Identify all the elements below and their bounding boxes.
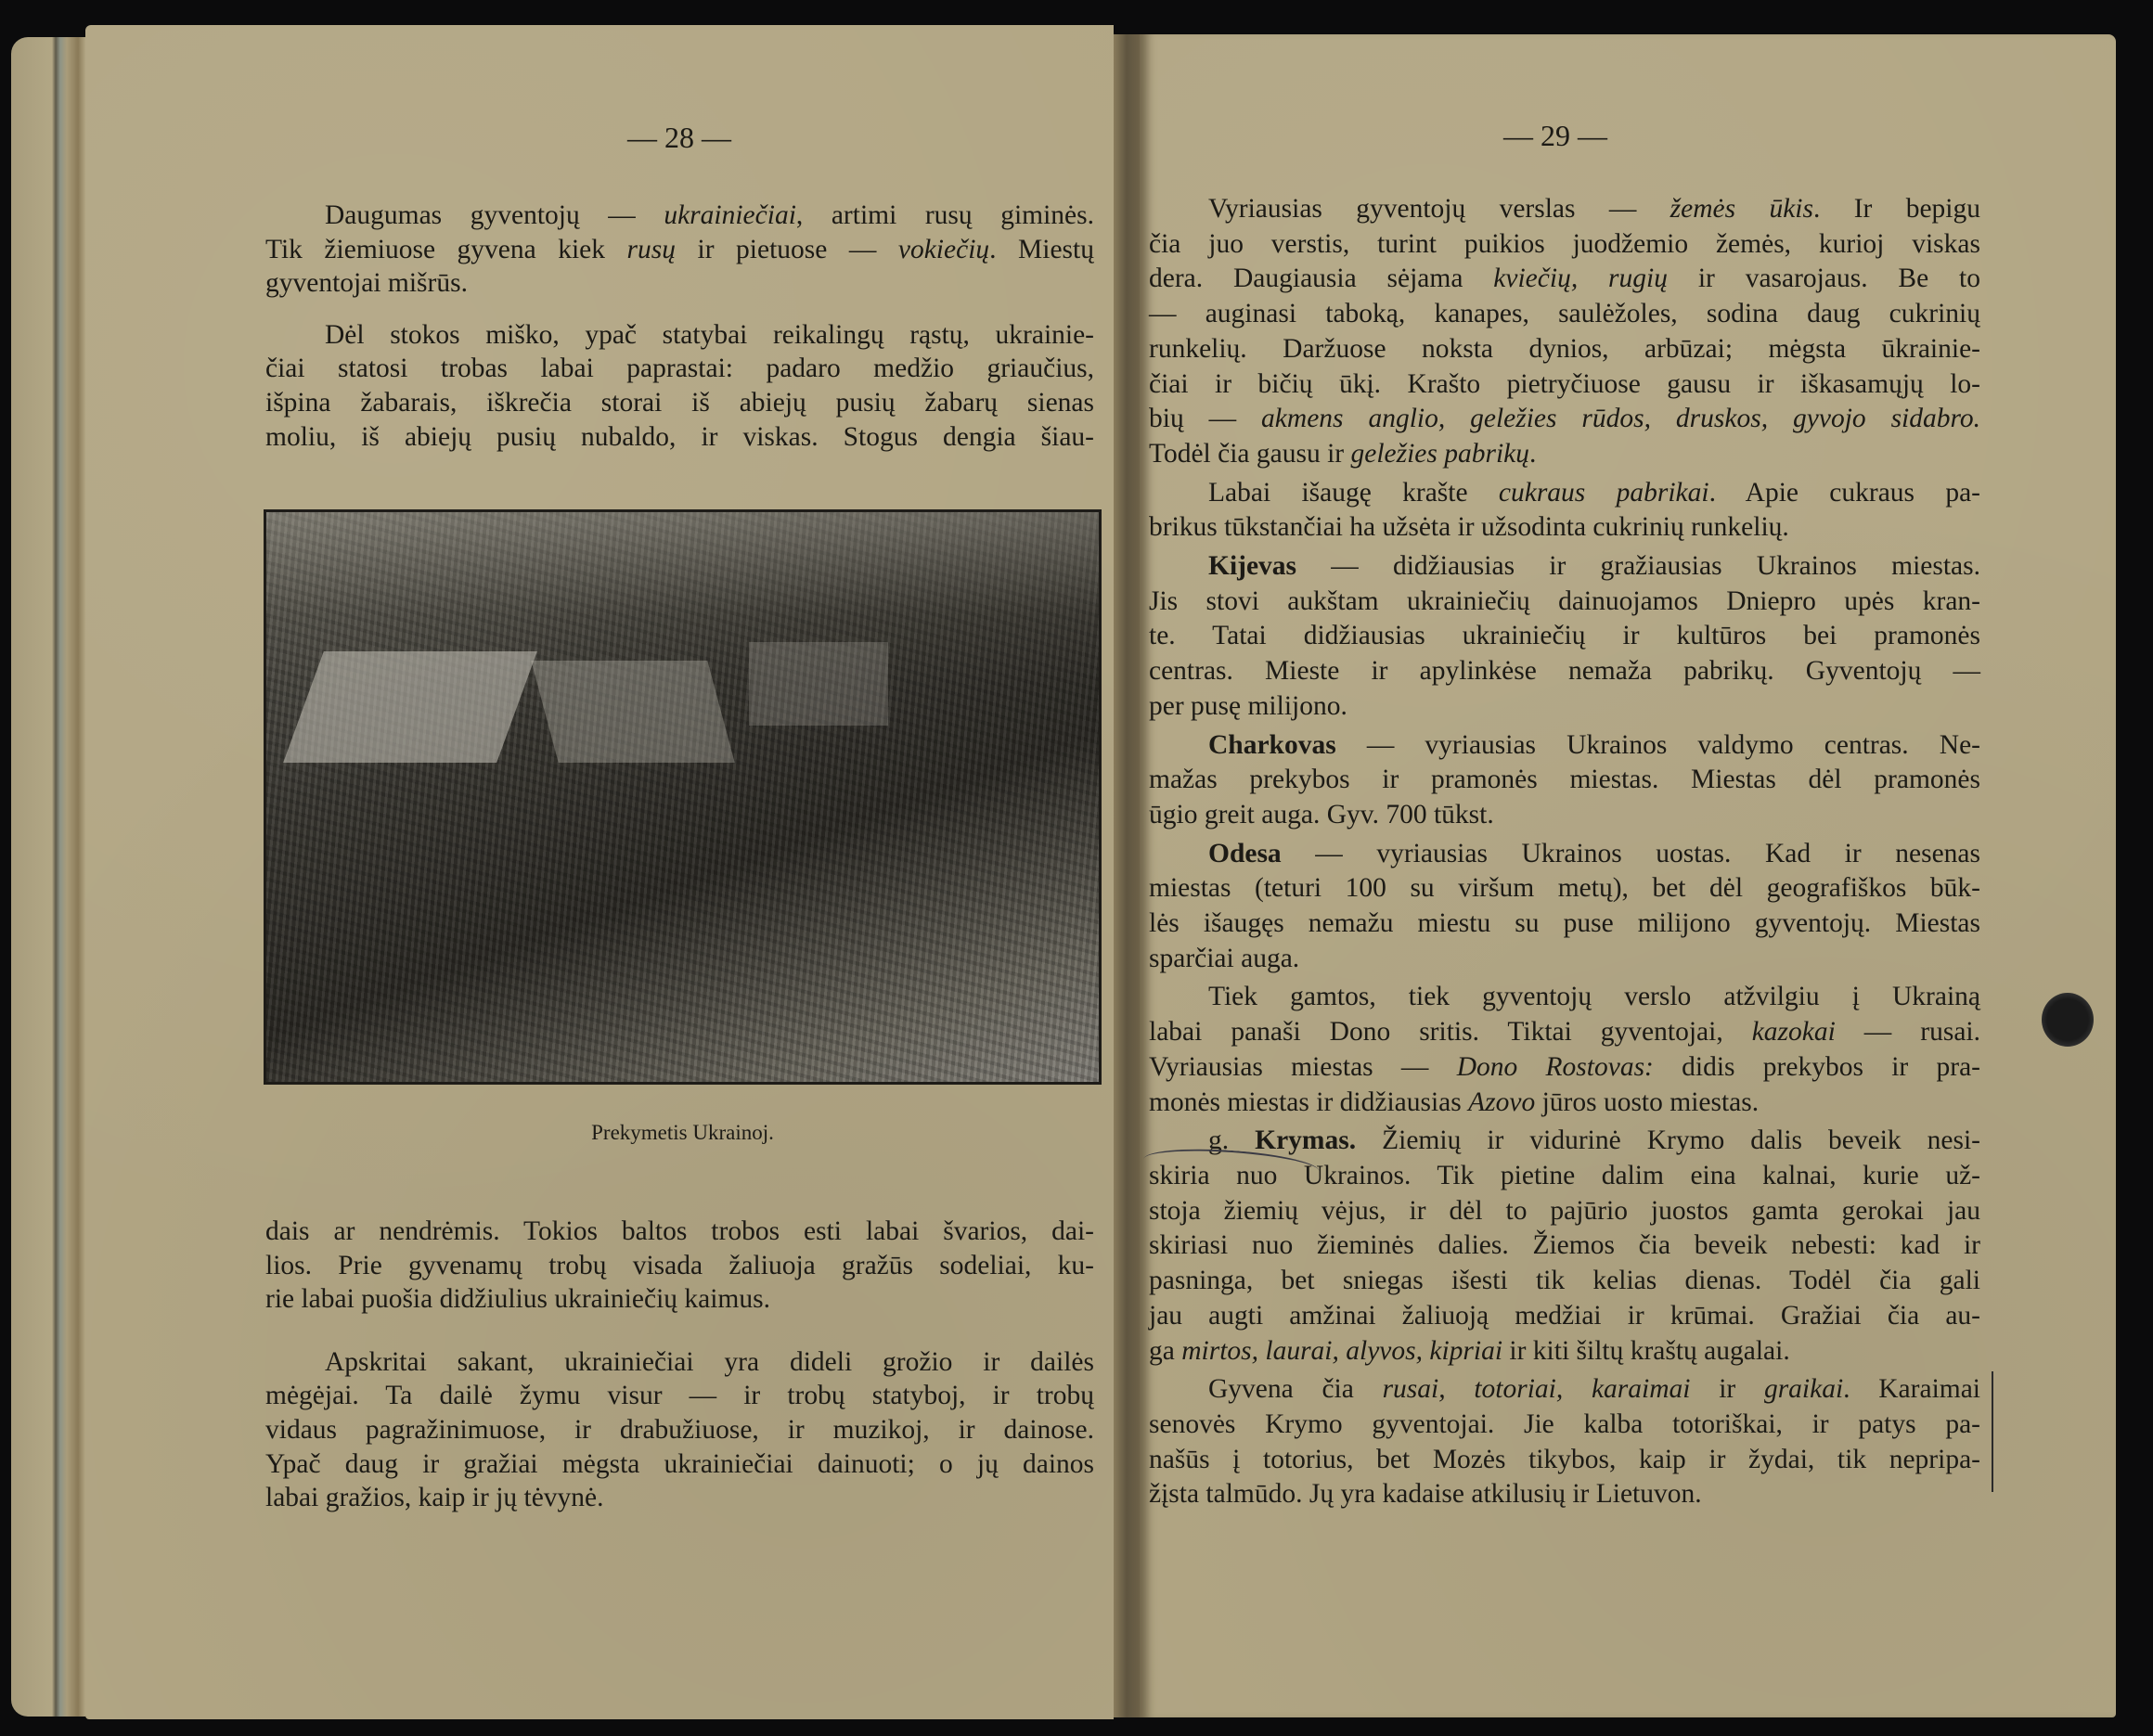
italic-term: graikai (1763, 1374, 1844, 1405)
text-run: — vyriausias Ukrainos valdymo centras. Ne- (1335, 729, 1980, 760)
text-run: mėgėjai. Ta dailė žymu visur — ir trobų statyboj, ir trobų (265, 1381, 1094, 1411)
text-line (265, 233, 1094, 267)
text-run: g. (1208, 1125, 1256, 1156)
text-run: bių — (1149, 404, 1262, 434)
text-line (1149, 1086, 1980, 1121)
text-line (265, 420, 1094, 455)
bold-heading: Odesa (1208, 838, 1282, 868)
text-run: gyventojai mišrūs. (265, 268, 468, 299)
text-line (1149, 1264, 1980, 1299)
text-run: Todėl čia gausu ir (1149, 438, 1351, 469)
text-run: išpina žabarais, iškrečia storai iš abiejų pusių žabarų sienas (265, 387, 1094, 418)
text-run: čiai statosi trobas labai paprastai: padaro medžio griaučius, (265, 354, 1094, 384)
text-line (1149, 980, 1980, 1015)
text-run: senovės Krymo gyventojai. Jie kalba totoriškai, ir patys pa- (1149, 1408, 1980, 1439)
market-photo (264, 509, 1102, 1085)
italic-term: vokiečių (897, 234, 990, 264)
text-run: ir vasarojaus. Be to (1667, 264, 1980, 294)
text-run: . Karaimai (1843, 1374, 1980, 1405)
text-line (1149, 798, 1980, 833)
text-line (1149, 1050, 1980, 1086)
text-run: čiai ir bičių ūkį. Krašto pietryčiuose gausu ir iškasamųjų lo- (1149, 368, 1980, 399)
text-run: sparčiai auga. (1149, 943, 1300, 973)
italic-term: žemės ūkis (1670, 194, 1813, 224)
text-run: runkelių. Daržuose noksta dynios, arbūzai; mėgsta ūkrainie- (1149, 333, 1980, 364)
text-line (1149, 437, 1980, 472)
italic-term: Dono Rostovas: (1456, 1051, 1654, 1082)
text-run: — vyriausias Ukrainos uostas. Kad ir nesenas (1281, 838, 1980, 868)
text-run: labai panaši Dono sritis. Tiktai gyventojai, (1149, 1017, 1752, 1048)
text-run: ga (1149, 1335, 1182, 1366)
text-line (1149, 1443, 1980, 1478)
text-run: Žiemių ir vidurinė Krymo dalis beveik nesi- (1356, 1125, 1981, 1156)
text-line (1149, 510, 1980, 546)
right-page-text (1149, 192, 1980, 1512)
book-gutter (1114, 34, 1140, 1717)
text-line (265, 1282, 1094, 1317)
text-line (1149, 1015, 1980, 1050)
text-run: lės išaugęs nemažu miestu su puse milijono gyventojų. Miestas (1149, 908, 1980, 939)
text-line (1149, 549, 1980, 585)
left-page-text-top (265, 199, 1094, 454)
paragraph (1149, 549, 1980, 725)
italic-term: kviečių, rugių (1493, 264, 1668, 294)
text-line (1149, 1299, 1980, 1334)
text-run: vidaus pagražinimuose, ir drabužiuose, ir muzikoj, ir dainose. (265, 1414, 1094, 1445)
text-line (1149, 728, 1980, 764)
text-line (1149, 871, 1980, 907)
text-line (1149, 689, 1980, 725)
text-line (1149, 367, 1980, 403)
text-run: pasninga, bet sniegas išesti tik kelias dienas. Todėl čia gali (1149, 1266, 1980, 1296)
text-run: dera. Daugiausia sėjama (1149, 264, 1494, 294)
text-run: skiria nuo Ukrainos. Tik pietine dalim eina kalnai, kurie už- (1149, 1160, 1980, 1190)
text-run: ūgio greit auga. Gyv. 700 tūkst. (1149, 799, 1494, 829)
bold-heading: Krymas. (1255, 1125, 1357, 1156)
text-run: našūs į totorius, bet Mozės tikybos, kaip ir žydai, tik nepripa- (1149, 1444, 1980, 1474)
text-run: Apskritai sakant, ukrainiečiai yra dideli grožio ir dailės (325, 1346, 1094, 1377)
text-run: ir (1690, 1374, 1764, 1405)
paragraph (1149, 192, 1980, 472)
italic-term: Azovo (1468, 1087, 1536, 1117)
text-run: miestas (teturi 100 su viršum metų), bet dėl geografiškos būk- (1149, 873, 1980, 904)
text-line (265, 266, 1094, 301)
text-line (265, 352, 1094, 386)
left-page-text-bottom (265, 1215, 1094, 1515)
page-number-right: — 29 — (1503, 119, 1607, 152)
text-run: . (1529, 438, 1537, 469)
italic-term: kazokai (1751, 1017, 1836, 1048)
text-line (1149, 1194, 1980, 1229)
paragraph (1149, 980, 1980, 1120)
text-line (265, 318, 1094, 353)
text-run: Dėl stokos miško, ypač statybai reikalingų rąstų, ukrainie- (325, 319, 1094, 350)
text-run: . Apie cukraus pa- (1708, 477, 1981, 508)
text-run: lios. Prie gyvenamų trobų visada žaliuoja gražūs sodeliai, ku- (265, 1250, 1094, 1280)
text-run: stoja žiemių vėjus, ir dėl to pajūrio juostos gamta gerokai jau (1149, 1195, 1980, 1226)
text-run: centras. Mieste ir apylinkėse nemaža pabrikų. Gyventojų — (1149, 656, 1980, 687)
text-run: Labai išaugę krašte (1208, 477, 1499, 508)
text-run: dais ar nendrėmis. Tokios baltos trobos esti labai švarios, dai- (265, 1216, 1094, 1246)
text-line (1149, 837, 1980, 872)
paragraph (1149, 1372, 1980, 1512)
italic-term: rusų (626, 234, 677, 264)
text-line (1149, 297, 1980, 332)
text-line (1149, 763, 1980, 798)
text-run: žįsta talmūdo. Jų yra kadaise atkilusių ir Lietuvon. (1149, 1479, 1702, 1510)
text-run: Ypač daug ir gražiai mėgsta ukrainiečiai dainuoti; o jų dainos (265, 1448, 1094, 1479)
book-cover-edge (11, 37, 85, 1717)
text-run: rie labai puošia didžiulius ukrainiečių kaimus. (265, 1284, 770, 1315)
ink-blot (2042, 993, 2094, 1047)
text-run: — rusai. (1835, 1017, 1980, 1048)
text-run: monės miestas ir didžiausias (1149, 1087, 1469, 1117)
text-line (265, 1345, 1094, 1380)
paragraph (1149, 476, 1980, 546)
text-line (1149, 619, 1980, 654)
text-line (1149, 1228, 1980, 1264)
text-run: ir kiti šiltų kraštų augalai. (1502, 1335, 1790, 1366)
text-run: jūros uosto miestas. (1535, 1087, 1760, 1117)
paragraph (1149, 837, 1980, 977)
text-run: jau augti amžinai žaliuoją medžiai ir krūmai. Gražiai čia au- (1149, 1300, 1980, 1331)
bold-heading: Kijevas (1208, 551, 1297, 582)
text-line (265, 199, 1094, 233)
text-line (1149, 227, 1980, 263)
text-line (265, 1379, 1094, 1413)
text-line (1149, 332, 1980, 367)
text-line (265, 1481, 1094, 1515)
text-line (1149, 942, 1980, 977)
text-run: Gyvena čia (1208, 1374, 1383, 1405)
text-run: . Ir bepigu (1813, 194, 1980, 224)
text-line (1149, 585, 1980, 620)
figure-caption: Prekymetis Ukrainoj. (591, 1121, 774, 1144)
paragraph (265, 1345, 1094, 1515)
text-line (265, 386, 1094, 420)
text-run: Vyriausias gyventojų verslas — (1208, 194, 1670, 224)
text-run: čia juo verstis, turint puikios juodžemio žemės, kurioj viskas (1149, 228, 1980, 259)
text-run: Tiek gamtos, tiek gyventojų verslo atžvilgiu į Ukrainą (1208, 982, 1980, 1012)
text-run: moliu, iš abiejų pusių nubaldo, ir viskas. Stogus dengia šiau- (265, 421, 1094, 452)
italic-term: rusai, totoriai, karaimai (1382, 1374, 1691, 1405)
text-run: per pusę milijono. (1149, 690, 1347, 721)
paragraph (265, 318, 1094, 454)
text-run: te. Tatai didžiausias ukrainiečių ir kultūros bei pramonės (1149, 621, 1980, 651)
text-line (1149, 476, 1980, 511)
text-run: . Miestų (989, 234, 1094, 264)
text-line (1149, 1408, 1980, 1443)
text-run: Tik žiemiuose gyvena kiek (265, 234, 627, 264)
bold-heading: Charkovas (1208, 729, 1336, 760)
text-run: Vyriausias miestas — (1149, 1051, 1457, 1082)
text-run: mažas prekybos ir pramonės miestas. Miestas dėl pramonės (1149, 765, 1980, 795)
italic-term: akmens anglio, geležies rūdos, druskos, gyvojo sidabro. (1261, 404, 1981, 434)
text-line (265, 1413, 1094, 1447)
text-run: labai gražios, kaip ir jų tėvynė. (265, 1483, 604, 1513)
text-line (1149, 402, 1980, 437)
text-run: , artimi rusų giminės. (795, 200, 1094, 230)
text-run: — didžiausias ir gražiausias Ukrainos miestas. (1296, 551, 1980, 582)
text-line (1149, 654, 1980, 689)
text-run: skiriasi nuo žieminės dalies. Žiemos čia beveik nebesti: kad ir (1149, 1230, 1980, 1261)
paragraph (265, 1215, 1094, 1317)
italic-term: geležies pabrikų (1350, 438, 1530, 469)
text-line (1149, 1372, 1980, 1408)
text-run: brikus tūkstančiai ha užsėta ir užsodinta cukrinių runkelių. (1149, 512, 1789, 543)
text-line (1149, 192, 1980, 227)
text-run: Jis stovi aukštam ukrainiečių dainuojamos Dniepro upės kran- (1149, 585, 1980, 616)
page-number-left: — 28 — (627, 121, 731, 154)
italic-term: cukraus pabrikai (1498, 477, 1709, 508)
italic-term: ukrainiečiai (664, 200, 796, 230)
margin-bracket-mark (1982, 1371, 1993, 1492)
text-line (1149, 262, 1980, 297)
text-run: ir pietuose — (676, 234, 898, 264)
text-line (265, 1215, 1094, 1249)
text-run: didis prekybos ir pra- (1653, 1051, 1980, 1082)
paragraph (265, 199, 1094, 301)
text-line (265, 1249, 1094, 1283)
text-run: Daugumas gyventojų — (325, 200, 664, 230)
text-line (1149, 1124, 1980, 1159)
italic-term: mirtos, laurai, alyvos, kipriai (1181, 1335, 1503, 1366)
text-line (1149, 907, 1980, 942)
text-line (1149, 1334, 1980, 1370)
paragraph (1149, 728, 1980, 833)
text-run: — auginasi taboką, kanapes, saulėžoles, sodina daug cukrinių (1149, 299, 1980, 329)
text-line (265, 1447, 1094, 1482)
text-line (1149, 1477, 1980, 1512)
